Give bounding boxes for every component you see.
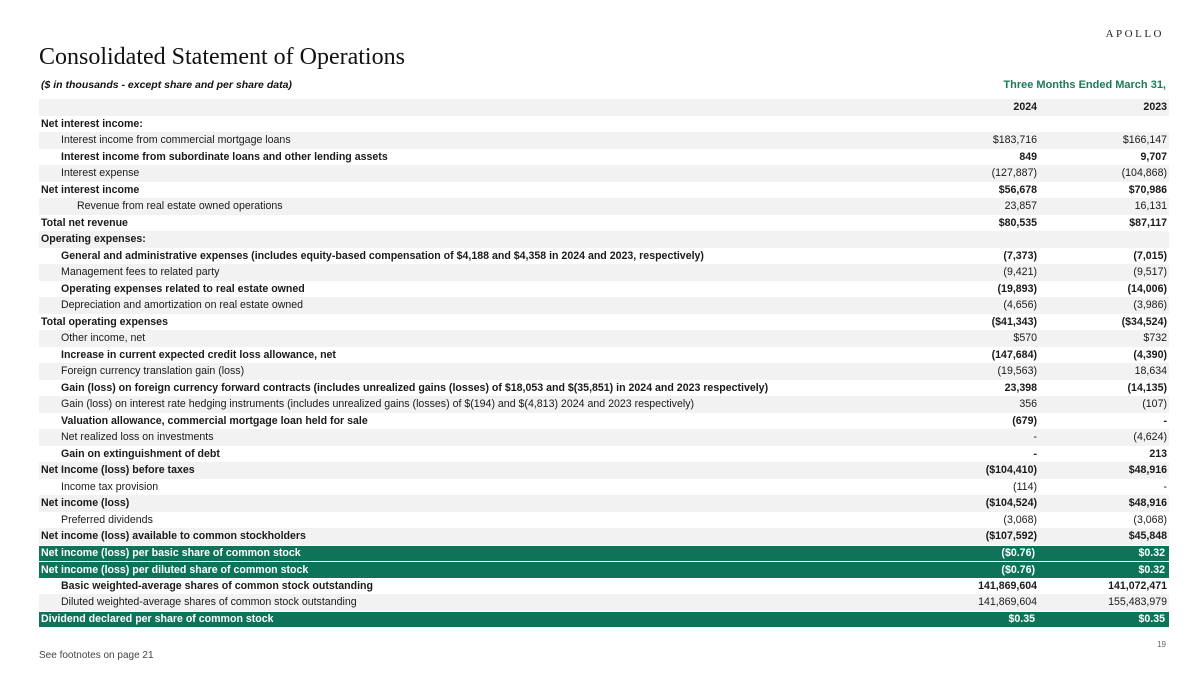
row-label: Other income, net: [61, 332, 146, 344]
value-2024: ($0.76): [1001, 563, 1035, 576]
value-2023: ($34,524): [1121, 315, 1167, 328]
row-label: Total operating expenses: [41, 315, 168, 328]
value-2024: -: [1033, 447, 1037, 460]
table-row: [39, 446, 1169, 463]
value-2024: (127,887): [991, 167, 1037, 179]
value-2023: -: [1163, 414, 1167, 427]
row-label: Interest expense: [61, 167, 140, 179]
value-2024: $570: [1013, 332, 1037, 344]
table-row: [39, 330, 1169, 347]
row-label: Valuation allowance, commercial mortgage loan held for sale: [61, 414, 368, 427]
value-2023: (104,868): [1121, 167, 1167, 179]
table-row: [39, 578, 1169, 595]
row-label: Interest income from subordinate loans and other lending assets: [61, 150, 388, 163]
row-label: Operating expenses:: [41, 233, 146, 245]
page-title: Consolidated Statement of Operations: [39, 44, 405, 70]
row-label: Net interest income:: [41, 117, 143, 130]
row-label: Net income (loss) per diluted share of common stock: [41, 563, 309, 576]
value-2024: (114): [1013, 480, 1037, 493]
value-2023: $48,916: [1128, 497, 1167, 509]
table-row: [39, 297, 1169, 314]
value-2023: $0.32: [1138, 563, 1165, 576]
table-row: [39, 594, 1169, 611]
table-row: [39, 495, 1169, 512]
table-row: [39, 396, 1169, 413]
table-row: [39, 611, 1169, 628]
value-2023: $70,986: [1128, 183, 1167, 196]
column-header-row: [39, 99, 1169, 116]
value-2023: $0.32: [1138, 547, 1165, 559]
row-label: Foreign currency translation gain (loss): [61, 365, 245, 377]
value-2023: 141,072,471: [1108, 579, 1167, 592]
value-2024: (19,893): [997, 282, 1037, 295]
table-row: [39, 528, 1169, 545]
value-2023: 213: [1149, 447, 1167, 460]
value-2024: 356: [1019, 398, 1037, 410]
value-2023: (107): [1142, 398, 1167, 410]
row-label: Diluted weighted-average shares of common stock outstanding: [61, 596, 357, 608]
value-2023: 18,634: [1134, 365, 1167, 377]
row-label: Interest income from commercial mortgage loans: [61, 134, 291, 146]
value-2023: $48,916: [1128, 464, 1167, 476]
row-label: Gain (loss) on interest rate hedging instruments (includes unrealized gains (losses) of $(194) and $(4,813) 2024 and 2023 respectively): [61, 398, 695, 410]
value-2023: $166,147: [1122, 134, 1167, 146]
table-row: [39, 132, 1169, 149]
value-2023: $87,117: [1129, 216, 1167, 229]
value-2023: (3,986): [1133, 299, 1167, 311]
table-row: [39, 347, 1169, 364]
table-row: [39, 281, 1169, 298]
row-label: Net realized loss on investments: [61, 431, 214, 443]
table-row: [39, 149, 1169, 166]
row-label: Net income (loss) available to common stockholders: [41, 530, 306, 542]
value-2024: (4,656): [1003, 299, 1037, 311]
row-label: Gain (loss) on foreign currency forward contracts (includes unrealized gains (losses) of $18,053 and $(35,851) in 2024 and 2023 respectively): [61, 381, 769, 394]
value-2024: $183,716: [992, 134, 1037, 146]
value-2023: (4,624): [1133, 431, 1167, 443]
value-2023: (14,135): [1127, 381, 1167, 394]
row-label: Revenue from real estate owned operations: [77, 200, 283, 212]
value-2024: $0.35: [1008, 613, 1035, 625]
value-2024: ($0.76): [1001, 547, 1035, 559]
value-2023: (14,006): [1127, 282, 1167, 295]
table-body: [39, 116, 1169, 628]
table-row: [39, 215, 1169, 232]
row-label: Net Income (loss) before taxes: [41, 464, 195, 476]
value-2023: $0.35: [1138, 613, 1165, 625]
value-2023: -: [1163, 480, 1167, 493]
value-2024: $80,535: [998, 216, 1037, 229]
row-label: Depreciation and amortization on real estate owned: [61, 299, 304, 311]
table-row: [39, 413, 1169, 430]
row-label: Gain on extinguishment of debt: [61, 447, 220, 460]
footnote: See footnotes on page 21: [39, 650, 154, 661]
row-label: Management fees to related party: [61, 266, 220, 278]
table-row: [39, 165, 1169, 182]
value-2024: (679): [1012, 414, 1037, 427]
value-2024: (9,421): [1003, 266, 1037, 278]
table-row: [39, 182, 1169, 199]
value-2024: -: [1033, 431, 1037, 443]
table-row: [39, 248, 1169, 265]
value-2023: (4,390): [1133, 348, 1167, 361]
operations-table: [39, 99, 1169, 627]
table-row: [39, 479, 1169, 496]
table-row: [39, 363, 1169, 380]
value-2024: ($104,410): [985, 464, 1037, 476]
table-row: [39, 264, 1169, 281]
value-2023: 9,707: [1140, 150, 1167, 163]
row-label: Preferred dividends: [61, 513, 153, 526]
column-header-2023: 2023: [1143, 101, 1167, 113]
value-2024: 23,398: [1004, 381, 1037, 394]
row-label: Net income (loss): [41, 497, 130, 509]
table-row: [39, 231, 1169, 248]
period-header: Three Months Ended March 31,: [1003, 79, 1166, 91]
value-2023: (7,015): [1133, 249, 1167, 262]
row-label: Total net revenue: [41, 216, 128, 229]
table-row: [39, 314, 1169, 331]
value-2023: $732: [1143, 332, 1167, 344]
row-label: General and administrative expenses (includes equity-based compensation of $4,188 and $4,358 in 2024 and 2023, respectively): [61, 249, 704, 262]
value-2023: $45,848: [1128, 530, 1167, 542]
table-row: [39, 198, 1169, 215]
table-row: [39, 512, 1169, 529]
row-label: Operating expenses related to real estate owned: [61, 282, 305, 295]
value-2023: 16,131: [1134, 200, 1167, 212]
row-label: Dividend declared per share of common stock: [41, 613, 274, 625]
table-row: [39, 380, 1169, 397]
value-2024: (19,563): [997, 365, 1037, 377]
value-2023: (3,068): [1133, 513, 1167, 526]
column-header-2024: 2024: [1013, 101, 1037, 113]
row-label: Income tax provision: [61, 480, 159, 493]
value-2024: 23,857: [1004, 200, 1037, 212]
value-2024: $56,678: [998, 183, 1037, 196]
value-2024: ($104,524): [985, 497, 1037, 509]
page-number: 19: [1157, 640, 1166, 649]
table-row: [39, 116, 1169, 133]
value-2024: 849: [1019, 150, 1037, 163]
value-2024: 141,869,604: [978, 579, 1037, 592]
table-row: [39, 462, 1169, 479]
row-label: Basic weighted-average shares of common stock outstanding: [61, 579, 374, 592]
value-2024: ($107,592): [985, 530, 1037, 542]
value-2024: (147,684): [991, 348, 1037, 361]
row-label: Net income (loss) per basic share of common stock: [41, 547, 301, 559]
table-row: [39, 545, 1169, 562]
row-label: Increase in current expected credit loss allowance, net: [61, 348, 336, 361]
row-label: Net interest income: [41, 183, 140, 196]
table-row: [39, 561, 1169, 578]
value-2024: 141,869,604: [978, 596, 1037, 608]
value-2023: 155,483,979: [1108, 596, 1167, 608]
units-note: ($ in thousands - except share and per share data): [41, 79, 292, 91]
table-row: [39, 429, 1169, 446]
apollo-logo: APOLLO: [1105, 28, 1164, 40]
value-2023: (9,517): [1133, 266, 1167, 278]
value-2024: (7,373): [1003, 249, 1037, 262]
value-2024: ($41,343): [991, 315, 1037, 328]
value-2024: (3,068): [1003, 513, 1037, 526]
